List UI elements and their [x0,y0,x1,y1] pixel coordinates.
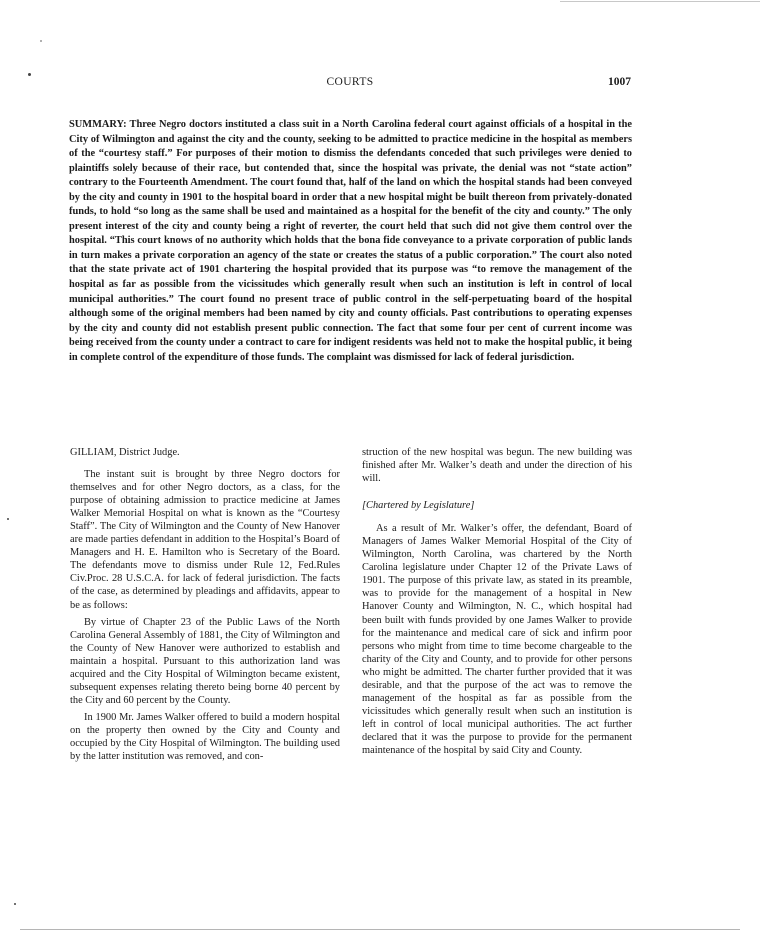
section-heading: [Chartered by Legislature] [362,500,475,512]
margin-speck [40,40,42,42]
summary-paragraph [69,118,632,365]
page-number: 1007 [608,76,631,88]
summary-label: SUMMARY: [69,119,127,130]
margin-speck [7,518,9,520]
body-paragraph: By virtue of Chapter 23 of the Public Laws of the North Carolina General Assembly of 1881, the City of Wilmington and the County of New Hanover were authorized to establish and maintain a hospital. Pursuant to this authorization land was acquired and the City Hospital of Wilmington became existent, subsequent expenses relating thereto being borne 40 percent by the City and 60 percent by the County. [70,616,340,706]
left-column [70,446,340,767]
running-head: COURTS [326,76,374,88]
scan-edge-bottom [20,929,740,930]
margin-speck [28,73,31,76]
margin-speck [14,903,16,905]
body-paragraph: In 1900 Mr. James Walker offered to build a modern hospital on the property then owned by the City and County and occupied by the City Hospital of Wilmington. The building used by the latter institution was removed, and con- [70,711,340,763]
right-column [362,446,632,761]
scan-edge-top [560,1,760,2]
summary-text: Three Negro doctors instituted a class suit in a North Carolina federal court against officials of a hospital in the City of Wilmington and against the city and the county, seeking to be admitted to practice medicine in the hospital as members of the “courtesy staff.” For purposes of their motion to dismiss the defendants conceded that such privileges were denied to plaintiffs solely because of their race, but contended that, since the hospital was private, the denial was not “state action” contrary to the Fourteenth Amendment. The court found that, half of the land on which the hospital stands had been conveyed by the city and county in 1901 to the hospital board in order that a new hospital might be built thereon from privately-donated funds, to hold “so long as the same shall be used and maintained as a hospital for the benefit of the city and county.” The only present interest of the city and county being a right of reverter, the court held that such did not give them control over the hospital. “This court knows of no authority which holds that the bona fide conveyance to a private corporation of public lands in turn makes a private corporation an agency of the state or creates the status of a public corporation.” The court also noted that the state private act of 1901 chartering the hospital provided that its purpose was “to remove the management of the hospital as far as possible from the vicissitudes which generally result when such an institution is left in control of local municipal authorities.” The court found no present trace of public control in the self-perpetuating board of the hospital although some of the original members had been named by city and county officials. Past contributions to operating expenses by the city and county did not establish present public connection. The fact that some four per cent of current income was being received from the county under a contract to care for indigent residents was held not to make the hospital public, it being in complete control of the expenditure of those funds. The complaint was dismissed for lack of federal jurisdiction. [69,119,632,363]
continued-paragraph: struction of the new hospital was begun. The new building was finished after Mr. Walker’s death and under the direction of his will. [362,447,632,485]
body-paragraph: The instant suit is brought by three Negro doctors for themselves and for other Negro doctors, as a class, for the purpose of obtaining admission to practice medicine at James Walker Memorial Hospital on what is known as the “Courtesy Staff”. The City of Wilmington and the County of New Hanover are made parties defendant in addition to the Hospital’s Board of Managers and H. E. Hamilton who is Secretary of the Board. The defendants move to dismiss under Rule 12, Fed.Rules Civ.Proc. 28 U.S.C.A. for lack of federal jurisdiction. The facts of the case, as determined by pleadings and affidavits, appear to be as follows: [70,469,340,611]
body-paragraph: As a result of Mr. Walker’s offer, the defendant, Board of Managers of James Walker Memorial Hospital of the City of Wilmington, North Carolina, was chartered by the North Carolina legislature under Chapter 12 of the Private Laws of 1901. The purpose of this private law, as stated in its preamble, was to provide for the management of a hospital in New Hanover County and Wilmington, N. C., which hospital had been built with funds provided by one James Walker to provide for the maintenance and medical care of sick and infirm poor persons who might from time to time become chargeable to the charity of the City and County, and to provide for other persons who might be admitted. The charter further provided that it was desirable, and that the purpose of the act was to remove the management of the hospital as far as possible from the vicissitudes which generally result when such an institution is left in control of local municipal authorities. The act further declared that it was the purpose to provide for the permanent maintenance of the hospital by said City and County. [362,523,632,756]
page-header [69,76,631,92]
judge-line: GILLIAM, District Judge. [70,447,180,458]
